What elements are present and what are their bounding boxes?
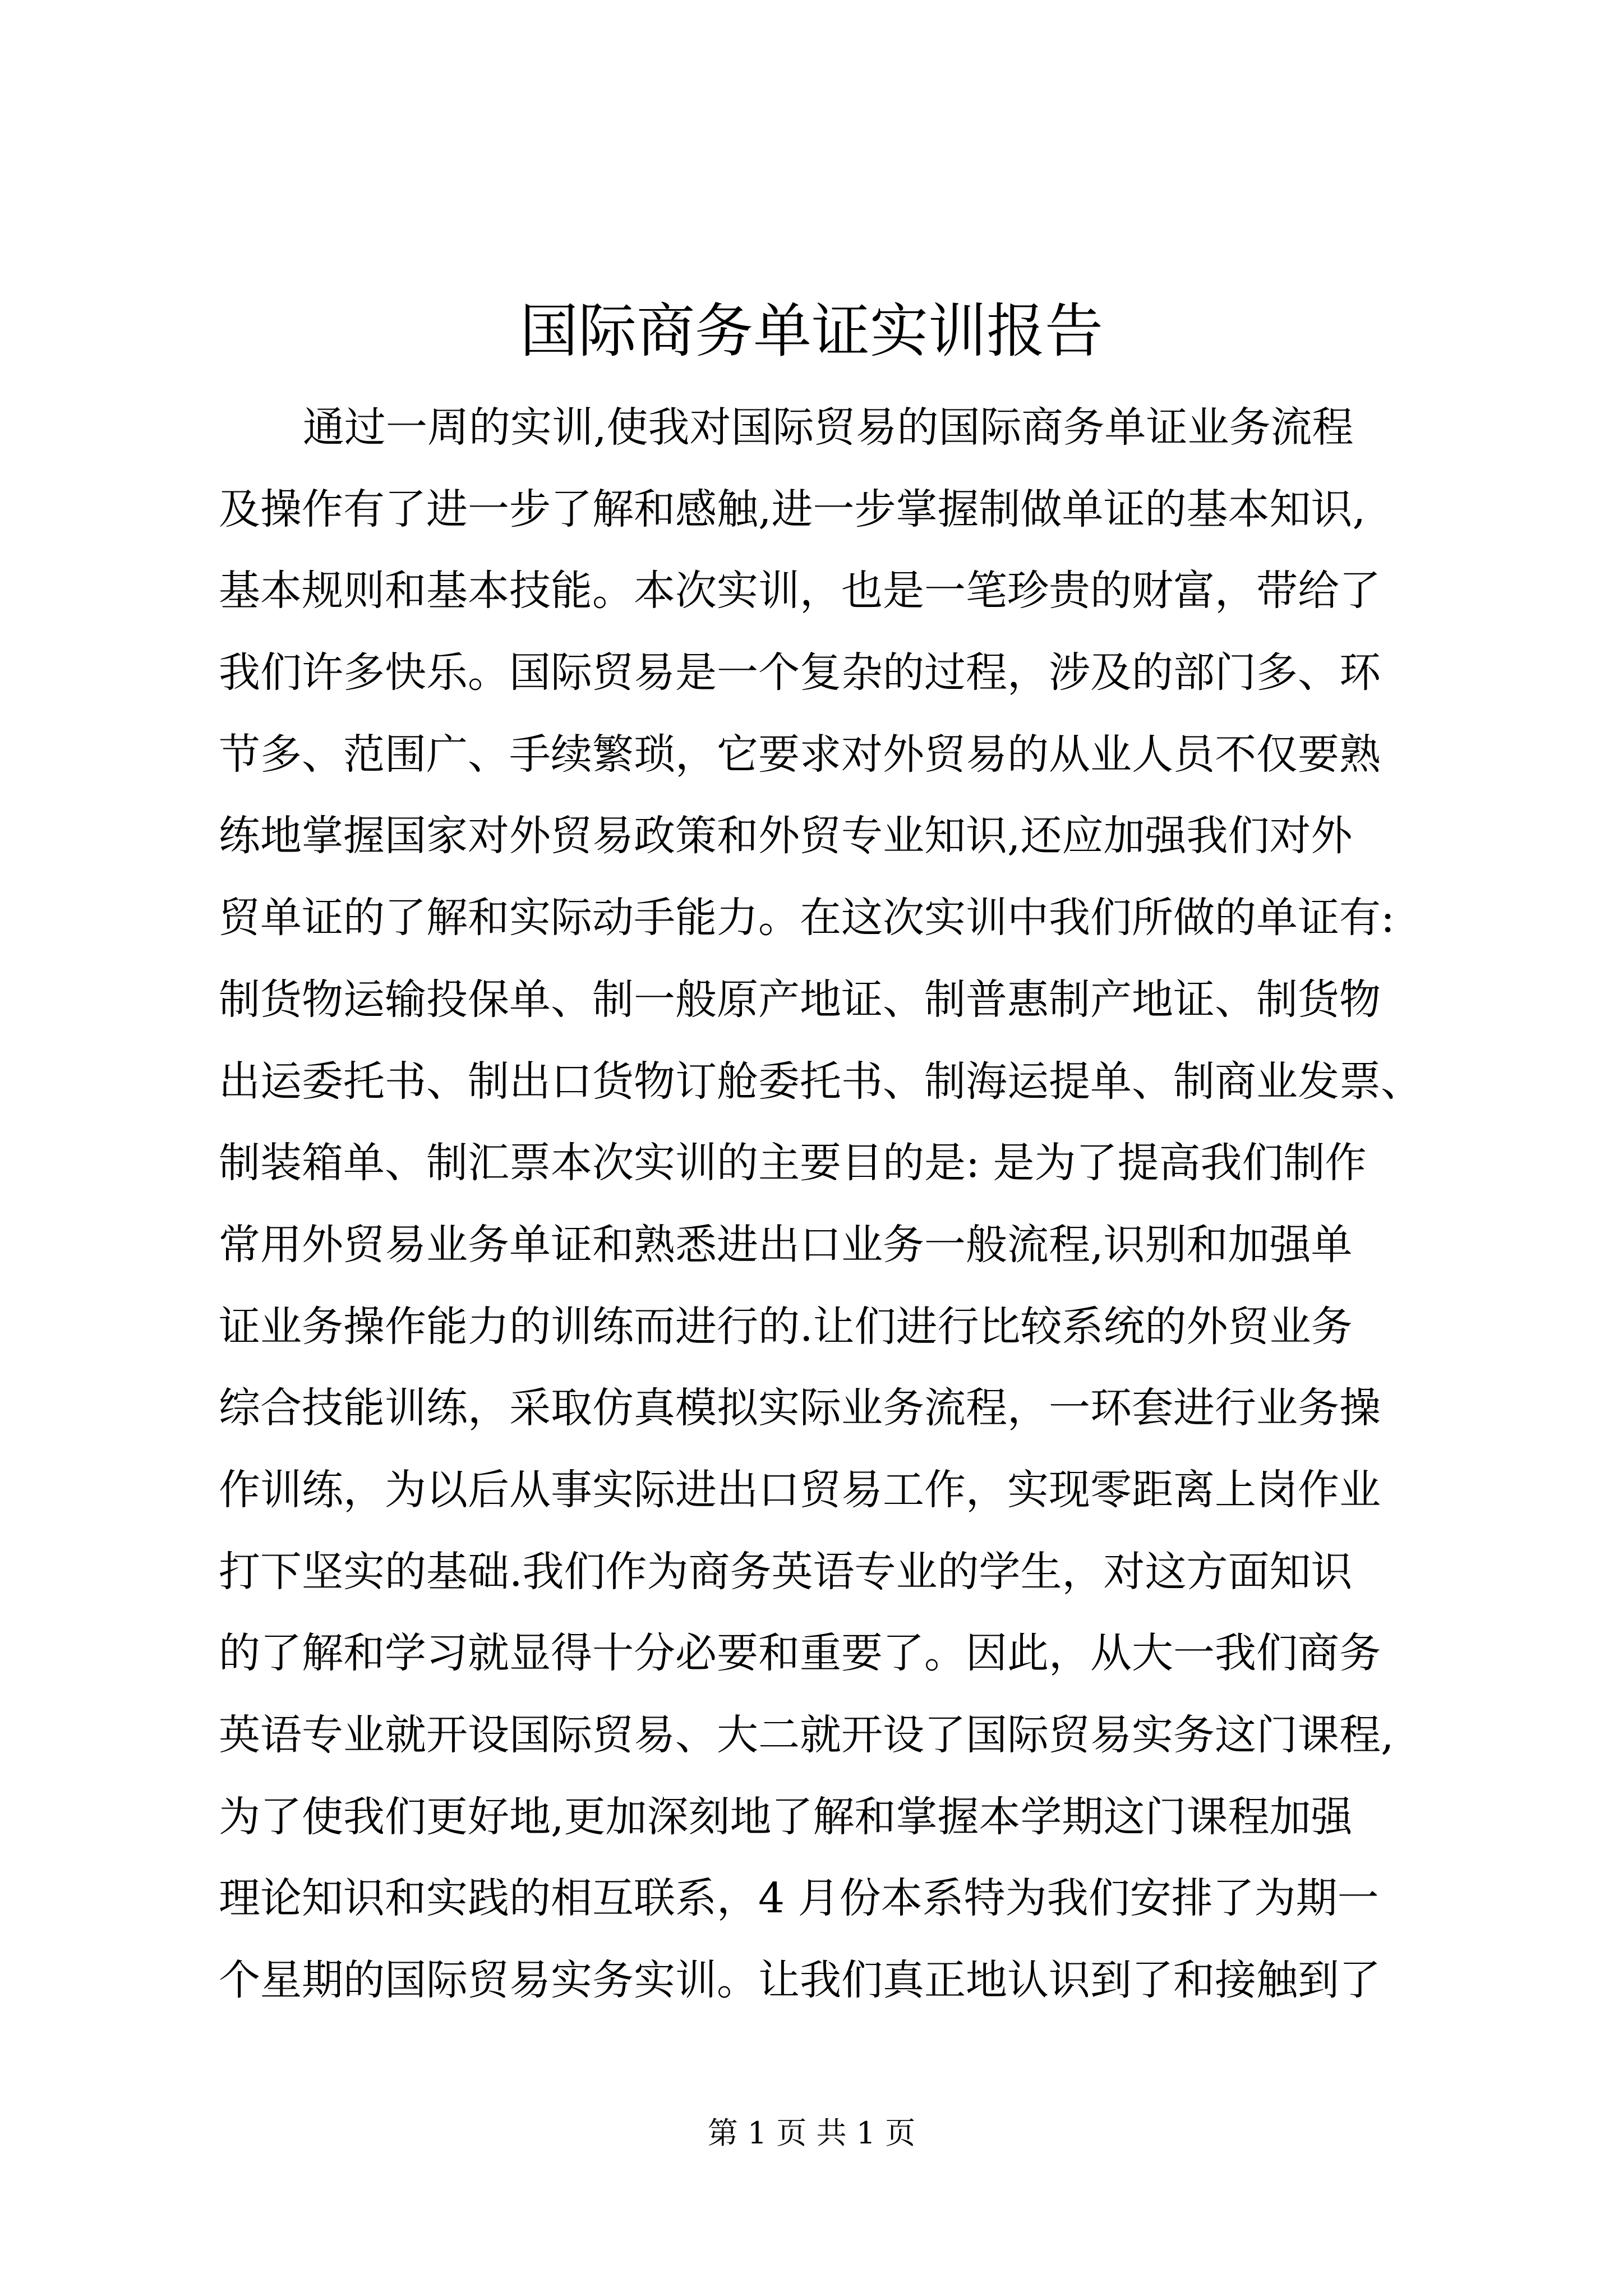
text-line: 制货物运输投保单、制一般原产地证、制普惠制产地证、制货物 [219,975,1381,1024]
text-line: 制装箱单、制汇票本次实训的主要目的是: 是为了提高我们制作 [219,1139,1367,1188]
text-line: 练地掌握国家对外贸易政策和外贸专业知识,还应加强我们对外 [219,812,1353,861]
text-line: 综合技能训练，采取仿真模拟实际业务流程，一环套进行业务操 [219,1384,1381,1433]
text-line: 理论知识和实践的相互联系，4 月份本系特为我们安排了为期一 [219,1874,1379,1923]
text-line: 打下坚实的基础.我们作为商务英语专业的学生，对这方面知识 [219,1547,1353,1596]
text-line: 贸单证的了解和实际动手能力。在这次实训中我们所做的单证有: [219,894,1395,942]
text-line: 出运委托书、制出口货物订舱委托书、制海运提单、制商业发票、 [219,1057,1422,1106]
text-line: 我们许多快乐。国际贸易是一个复杂的过程，涉及的部门多、环 [219,648,1381,697]
text-line: 作训练，为以后从事实际进出口贸易工作，实现零距离上岗作业 [219,1465,1381,1514]
text-line: 通过一周的实训,使我对国际贸易的国际商务单证业务流程 [303,403,1354,452]
body-paragraph [219,387,1424,2022]
document-title: 国际商务单证实训报告 [519,297,1103,365]
page-footer: 第 1 页 共 1 页 [707,2115,916,2151]
text-line: 常用外贸易业务单证和熟悉进出口业务一般流程,识别和加强单 [219,1220,1353,1269]
text-line: 的了解和学习就显得十分必要和重要了。因此，从大一我们商务 [219,1629,1381,1678]
text-line: 基本规则和基本技能。本次实训，也是一笔珍贵的财富，带给了 [219,567,1381,615]
text-line: 为了使我们更好地,更加深刻地了解和掌握本学期这门课程加强 [219,1792,1353,1841]
text-line: 个星期的国际贸易实务实训。让我们真正地认识到了和接触到了 [219,1956,1381,2005]
text-line: 证业务操作能力的训练而进行的.让们进行比较系统的外贸业务 [219,1302,1353,1351]
text-line: 及操作有了进一步了解和感触,进一步掌握制做单证的基本知识, [219,485,1366,533]
text-line: 节多、范围广、手续繁琐，它要求对外贸易的从业人员不仅要熟 [219,730,1381,779]
text-line: 英语专业就开设国际贸易、大二就开设了国际贸易实务这门课程, [219,1711,1394,1759]
